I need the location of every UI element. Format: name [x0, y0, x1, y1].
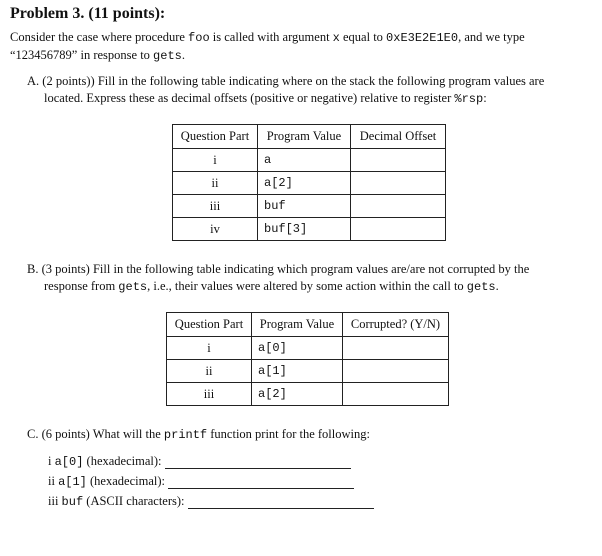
part-c-item: iii buf (ASCII characters): [48, 494, 374, 509]
table-row [173, 195, 446, 218]
table-row [167, 360, 449, 383]
question-part-cell: ii [173, 172, 258, 195]
corrupted-answer[interactable] [343, 337, 449, 360]
part-a-instructions: A. (2 points)) Fill in the following table indicating where on the stack the following program values are located. Express these as decimal offsets (positive or negative) relative to register %rsp: [27, 74, 545, 106]
corrupted-answer[interactable] [343, 383, 449, 406]
table-row [167, 337, 449, 360]
question-part-cell: iii [167, 383, 252, 406]
decimal-offset-answer[interactable] [351, 218, 446, 241]
answer-line[interactable] [165, 455, 351, 469]
answer-line[interactable] [168, 475, 354, 489]
program-value-cell: a[2] [252, 383, 343, 406]
program-value-cell: a [258, 149, 351, 172]
decimal-offset-answer[interactable] [351, 149, 446, 172]
table-header-row [167, 313, 449, 337]
question-part-cell: iv [173, 218, 258, 241]
question-part-cell: i [167, 337, 252, 360]
program-value-cell: a[0] [252, 337, 343, 360]
part-b-instructions: B. (3 points) Fill in the following table indicating which program values are/are not corrupted by the response from gets, i.e., their values were altered by some action within the call to gets. [27, 262, 530, 294]
program-value-cell: a[1] [252, 360, 343, 383]
header-question-part: Question Part [173, 125, 258, 149]
part-c-item: ii a[1] (hexadecimal): [48, 474, 354, 489]
part-c-instructions: C. (6 points) What will the printf function print for the following: [27, 427, 370, 442]
table-row [173, 172, 446, 195]
program-value-cell: buf [258, 195, 351, 218]
question-part-cell: iii [173, 195, 258, 218]
part-c-item: i a[0] (hexadecimal): [48, 454, 351, 469]
table-row [173, 149, 446, 172]
table-row [173, 218, 446, 241]
question-part-cell: ii [167, 360, 252, 383]
problem-intro: Consider the case where procedure foo is called with argument x equal to 0xE3E2E1E0, and we type “123456789” in response to gets. [10, 30, 525, 63]
header-program-value: Program Value [252, 313, 343, 337]
part-b-table [166, 312, 449, 406]
program-value-cell: a[2] [258, 172, 351, 195]
header-program-value: Program Value [258, 125, 351, 149]
part-a-table [172, 124, 446, 241]
question-part-cell: i [173, 149, 258, 172]
decimal-offset-answer[interactable] [351, 172, 446, 195]
header-corrupted: Corrupted? (Y/N) [343, 313, 449, 337]
corrupted-answer[interactable] [343, 360, 449, 383]
decimal-offset-answer[interactable] [351, 195, 446, 218]
header-decimal-offset: Decimal Offset [351, 125, 446, 149]
header-question-part: Question Part [167, 313, 252, 337]
problem-title: Problem 3. (11 points): [10, 5, 166, 22]
table-row [167, 383, 449, 406]
answer-line[interactable] [188, 495, 374, 509]
table-header-row [173, 125, 446, 149]
program-value-cell: buf[3] [258, 218, 351, 241]
